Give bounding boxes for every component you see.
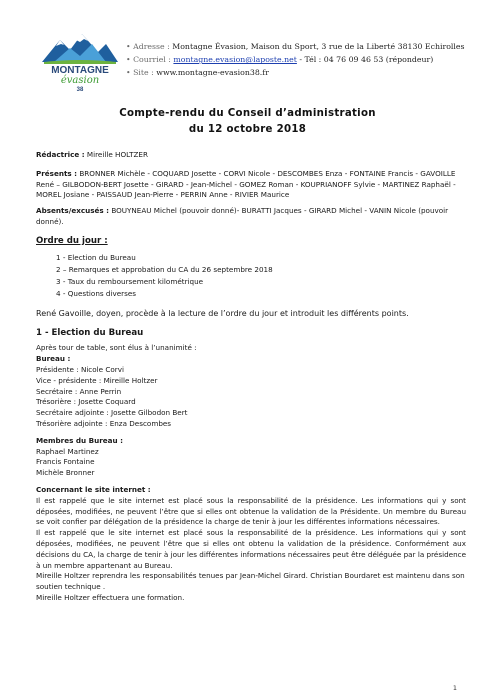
document-body: [36, 150, 466, 604]
site-paragraph-2: Il est rappelé que le site internet est placé sous la responsabilité de la présidence. Les informations qui y sont déposées, modifiées, ne peuvent l’être que si elles ont obtenu la validation de la présidence. Conformément aux décisions du CA, la charge de tenir à jour les différentes informations nécessaires peut être déléguée par la présidence à un membre appartenant au Bureau.: [36, 528, 466, 570]
bureau-member: Trésorière : Josette Coquard: [36, 397, 136, 407]
bureau-list: [36, 354, 466, 430]
absents-paragraph: [36, 206, 466, 228]
agenda-item: 2 – Remarques et approbation du CA du 26 septembre 2018: [56, 264, 273, 274]
site-line: • Site : www.montagne-evasion38.fr: [126, 68, 269, 78]
site-label: Site :: [133, 68, 154, 78]
agenda-item: 4 - Questions diverses: [56, 288, 137, 298]
redactrice-value: Mireille HOLTZER: [86, 150, 148, 159]
site-internet-section: [36, 485, 466, 604]
mail-link[interactable]: montagne.evasion@laposte.net: [173, 55, 297, 65]
membres-label: Membres du Bureau :: [36, 435, 123, 445]
redactrice-line: [36, 150, 466, 161]
bureau-label: Bureau :: [36, 354, 71, 364]
document-date: du 12 octobre 2018: [188, 124, 307, 135]
bureau-member: Trésorière adjointe : Enza Descombes: [36, 418, 172, 428]
membre-item: Michèle Bronner: [36, 468, 95, 478]
membre-item: Francis Fontaine: [36, 457, 95, 467]
membre-item: Raphael Martinez: [36, 446, 99, 456]
redactrice-label: Rédactrice :: [36, 150, 85, 159]
agenda-item: 1 - Election du Bureau: [56, 252, 136, 262]
page-number: 1: [452, 684, 457, 692]
intro-paragraph: René Gavoille, doyen, procède à la lecture de l’ordre du jour et introduit les différents points.: [36, 308, 409, 318]
address-label: Adresse :: [133, 42, 170, 51]
section-election-heading: 1 - Election du Bureau: [36, 327, 144, 338]
logo-text-evasion: évasion: [60, 75, 100, 86]
election-lead: Après tour de table, sont élus à l’unanimité :: [36, 343, 197, 353]
letterhead: [40, 30, 480, 100]
presents-value: BRONNER Michèle - COQUARD Josette - CORVI Nicole - DESCOMBES Enza - FONTAINE Francis - GAVOILLE René – GILBODON-BERT Josette - GIRARD - Jean-Michel - GOMEZ Roman - KOUPRIANOFF Sylvie - MARTINEZ Raphaël - MOREL Josiane - PAISSAUD Jean-Pierre - PERRIN Anne - RIVIER Maurice: [36, 168, 456, 200]
site-paragraph-1: Il est rappelé que le site internet est placé sous la responsabilité de la présidence. Les informations qui y sont déposées, modifiées, ne peuvent l’être que si elles ont obtenue la validation de la Présidente. Un membre du Bureau se voit confier par délégation de la présidence la charge de tenir à jour les différentes informations nécessaires.: [36, 495, 466, 527]
agenda-item: 3 - Taux du remboursement kilométrique: [56, 276, 204, 286]
ordre-du-jour-heading: Ordre du jour :: [36, 235, 108, 246]
absents-label: Absents/excusés :: [36, 206, 110, 216]
bureau-member: Secrétaire adjointe : Josette Gilbodon Bert: [36, 408, 188, 418]
address-line: • Adresse : Montagne Évasion, Maison du Sport, 3 rue de la Liberté 38130 Echirolles: [126, 42, 465, 51]
document-title: Compte-rendu du Conseil d’administration: [119, 108, 376, 119]
address-value: Montagne Évasion, Maison du Sport, 3 rue de la Liberté 38130 Echirolles: [172, 42, 465, 51]
logo-text-montagne: MONTAGNE: [51, 65, 109, 76]
membres-list: [36, 436, 466, 479]
agenda-list: [56, 252, 466, 300]
mail-line: • Courriel : montagne.evasion@laposte.net - Tél : 04 76 09 46 53 (répondeur): [126, 55, 434, 65]
mail-label: Courriel :: [133, 55, 171, 65]
tel-value: - Tél : 04 76 09 46 53 (répondeur): [296, 55, 434, 65]
presents-paragraph: [36, 169, 466, 201]
presents-label: Présents :: [36, 168, 78, 178]
absents-value: BOUYNEAU Michel (pouvoir donné)- BURATTI Jacques - GIRARD Michel - VANIN Nicole (pouvoir donné).: [36, 206, 449, 226]
montagne-evasion-logo: [40, 30, 120, 92]
contact-block: [126, 40, 465, 80]
bureau-member: Vice - présidente : Mireille Holtzer: [36, 375, 158, 385]
site-paragraph-3: Mireille Holtzer reprendra les responsabilités tenues par Jean-Michel Girard. Christian Bourdaret est maintenu dans son soutien technique .: [36, 571, 465, 592]
logo-number: 38: [76, 87, 84, 92]
site-value: www.montagne-evasion38.fr: [156, 68, 269, 78]
site-paragraph-4: Mireille Holtzer effectuera une formation.: [36, 592, 185, 602]
bureau-member: Présidente : Nicole Corvi: [36, 364, 124, 374]
site-internet-label: Concernant le site internet :: [36, 484, 151, 494]
bureau-member: Secrétaire : Anne Perrin: [36, 386, 122, 396]
